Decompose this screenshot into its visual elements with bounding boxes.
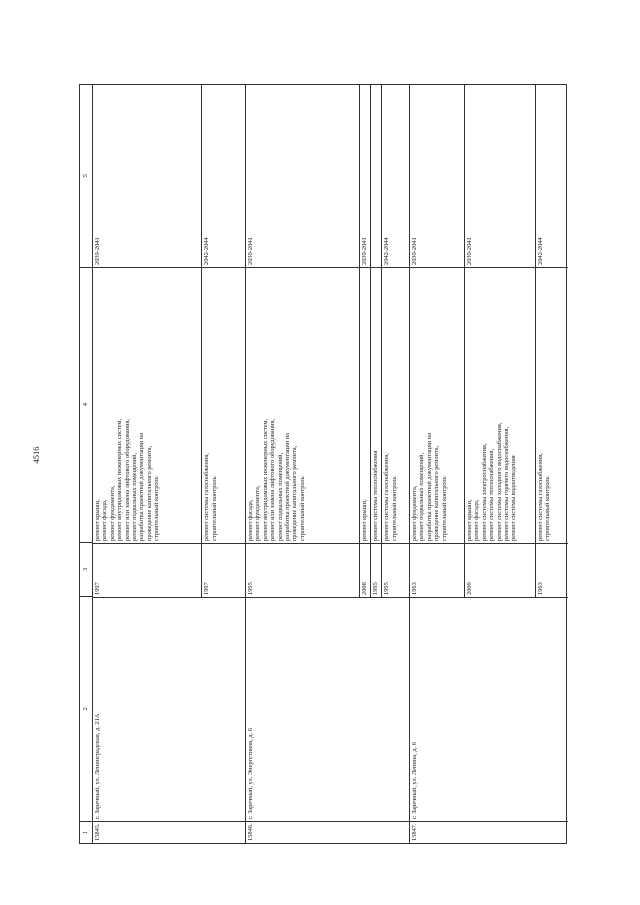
work-item: разработка проектной документации на	[284, 432, 292, 541]
repair-period	[371, 85, 381, 267]
work-item: ремонт системы электроснабжения,	[480, 443, 488, 541]
work-row	[202, 85, 245, 597]
work-item: ремонт подвальных помещений,	[131, 452, 139, 541]
work-list	[465, 267, 535, 543]
building-year: 1995	[371, 543, 381, 597]
table-entry	[93, 85, 246, 843]
work-item: ремонт крыши,	[361, 499, 369, 541]
column-number-5: 5	[82, 174, 89, 178]
work-row	[360, 85, 371, 597]
work-item: строительный контроль	[390, 476, 398, 541]
building-year: 1963	[536, 543, 568, 597]
table-entry	[410, 85, 568, 843]
column-number-2: 2	[80, 596, 92, 821]
work-item: ремонт системы горячего водоснабжения,	[503, 426, 511, 541]
work-item: проведение капитального ремонта,	[433, 445, 441, 541]
work-item: ремонт системы газоснабжения,	[203, 453, 211, 541]
page-number: 4516	[31, 446, 41, 464]
work-list	[93, 267, 201, 543]
entry-address: г. Заречный, ул. Ленинградская, д. 21А	[93, 597, 245, 821]
work-item: ремонт внутридомовых инженерных систем,	[261, 418, 269, 541]
work-item: ремонт системы водоотведения	[510, 455, 518, 541]
work-list	[360, 267, 370, 543]
work-item: проведение капитального ремонта,	[145, 445, 153, 541]
entry-number: 15847.	[410, 821, 568, 843]
work-item: ремонт системы теплоснабжения,	[488, 448, 496, 541]
work-list	[246, 267, 359, 543]
work-item: ремонт системы газоснабжения,	[383, 453, 391, 541]
repair-period: 2039-2041	[247, 237, 254, 265]
work-item: ремонт фундамента,	[411, 485, 418, 541]
entry-number: 15846.	[246, 821, 409, 843]
work-item: ремонт системы теплоснабжения	[372, 450, 380, 541]
work-item: ремонт подвальных помещений,	[276, 452, 284, 541]
work-list	[202, 267, 245, 543]
repair-period: 2039-2041	[361, 237, 369, 265]
work-item: строительный контроль	[210, 476, 218, 541]
work-item: проведение капитального ремонта,	[291, 445, 299, 541]
building-year: 1995	[382, 543, 409, 597]
work-item: ремонт подвальных помещений,	[418, 452, 426, 541]
column-number-1: 1	[80, 821, 92, 843]
work-list	[371, 267, 381, 543]
building-year: 2009	[465, 543, 535, 597]
repair-period: 2042-2044	[203, 237, 211, 265]
work-item: ремонт системы газоснабжения,	[537, 453, 544, 541]
work-item: ремонт крыши,	[466, 499, 473, 541]
building-year: 1997	[202, 543, 245, 597]
work-item: строительный контроль	[440, 476, 448, 541]
building-year: 2008	[360, 543, 370, 597]
column-number-3: 3	[80, 542, 92, 596]
work-item: ремонт фундамента,	[254, 485, 262, 541]
work-list	[536, 267, 568, 543]
work-item: ремонт фасада,	[247, 499, 254, 541]
table-entry	[246, 85, 410, 843]
repair-period: 2039-2041	[466, 237, 473, 265]
building-year: 1963	[410, 543, 464, 597]
work-item: ремонт фундамента,	[108, 485, 116, 541]
work-item: ремонт крыши,	[94, 499, 101, 541]
repair-schedule-table	[79, 84, 567, 844]
work-list	[382, 267, 409, 543]
work-row	[382, 85, 409, 597]
work-item: ремонт или замена лифтового оборудования,	[123, 418, 131, 541]
work-item: разработка проектной документации на	[425, 432, 433, 541]
work-item: строительный контроль	[153, 476, 161, 541]
work-row	[465, 85, 536, 597]
repair-period: 2042-2044	[383, 237, 391, 265]
work-item: ремонт фасада,	[101, 499, 109, 541]
building-year: 1995	[246, 543, 359, 597]
work-item: строительный контроль	[298, 476, 306, 541]
repair-period: 2042-2044	[537, 237, 544, 265]
column-number-4: 4	[80, 267, 92, 542]
work-item: разработка проектной документации на	[138, 432, 146, 541]
entry-address: г. Заречный, ул. Ленина, д. 6	[410, 597, 568, 821]
work-row	[246, 85, 360, 597]
work-item: ремонт или замена лифтового оборудования,	[269, 418, 277, 541]
table-header-row	[80, 85, 93, 843]
repair-period: 2039-2041	[411, 237, 418, 265]
work-row	[410, 85, 465, 597]
entry-address: г. Заречный, ул. Энергетиков, д. 6	[246, 597, 409, 821]
work-row	[93, 85, 202, 597]
work-item: ремонт внутридомовых инженерных систем,	[116, 418, 124, 541]
repair-period: 2039-2041	[94, 237, 101, 265]
work-item: ремонт системы холодного водоснабжения,	[495, 422, 503, 541]
work-list	[410, 267, 464, 543]
work-item: ремонт фасада,	[473, 499, 481, 541]
work-row	[536, 85, 568, 597]
work-row	[371, 85, 382, 597]
entry-number: 15845.	[93, 821, 245, 843]
work-item: строительный контроль	[544, 476, 552, 541]
building-year: 1997	[93, 543, 201, 597]
